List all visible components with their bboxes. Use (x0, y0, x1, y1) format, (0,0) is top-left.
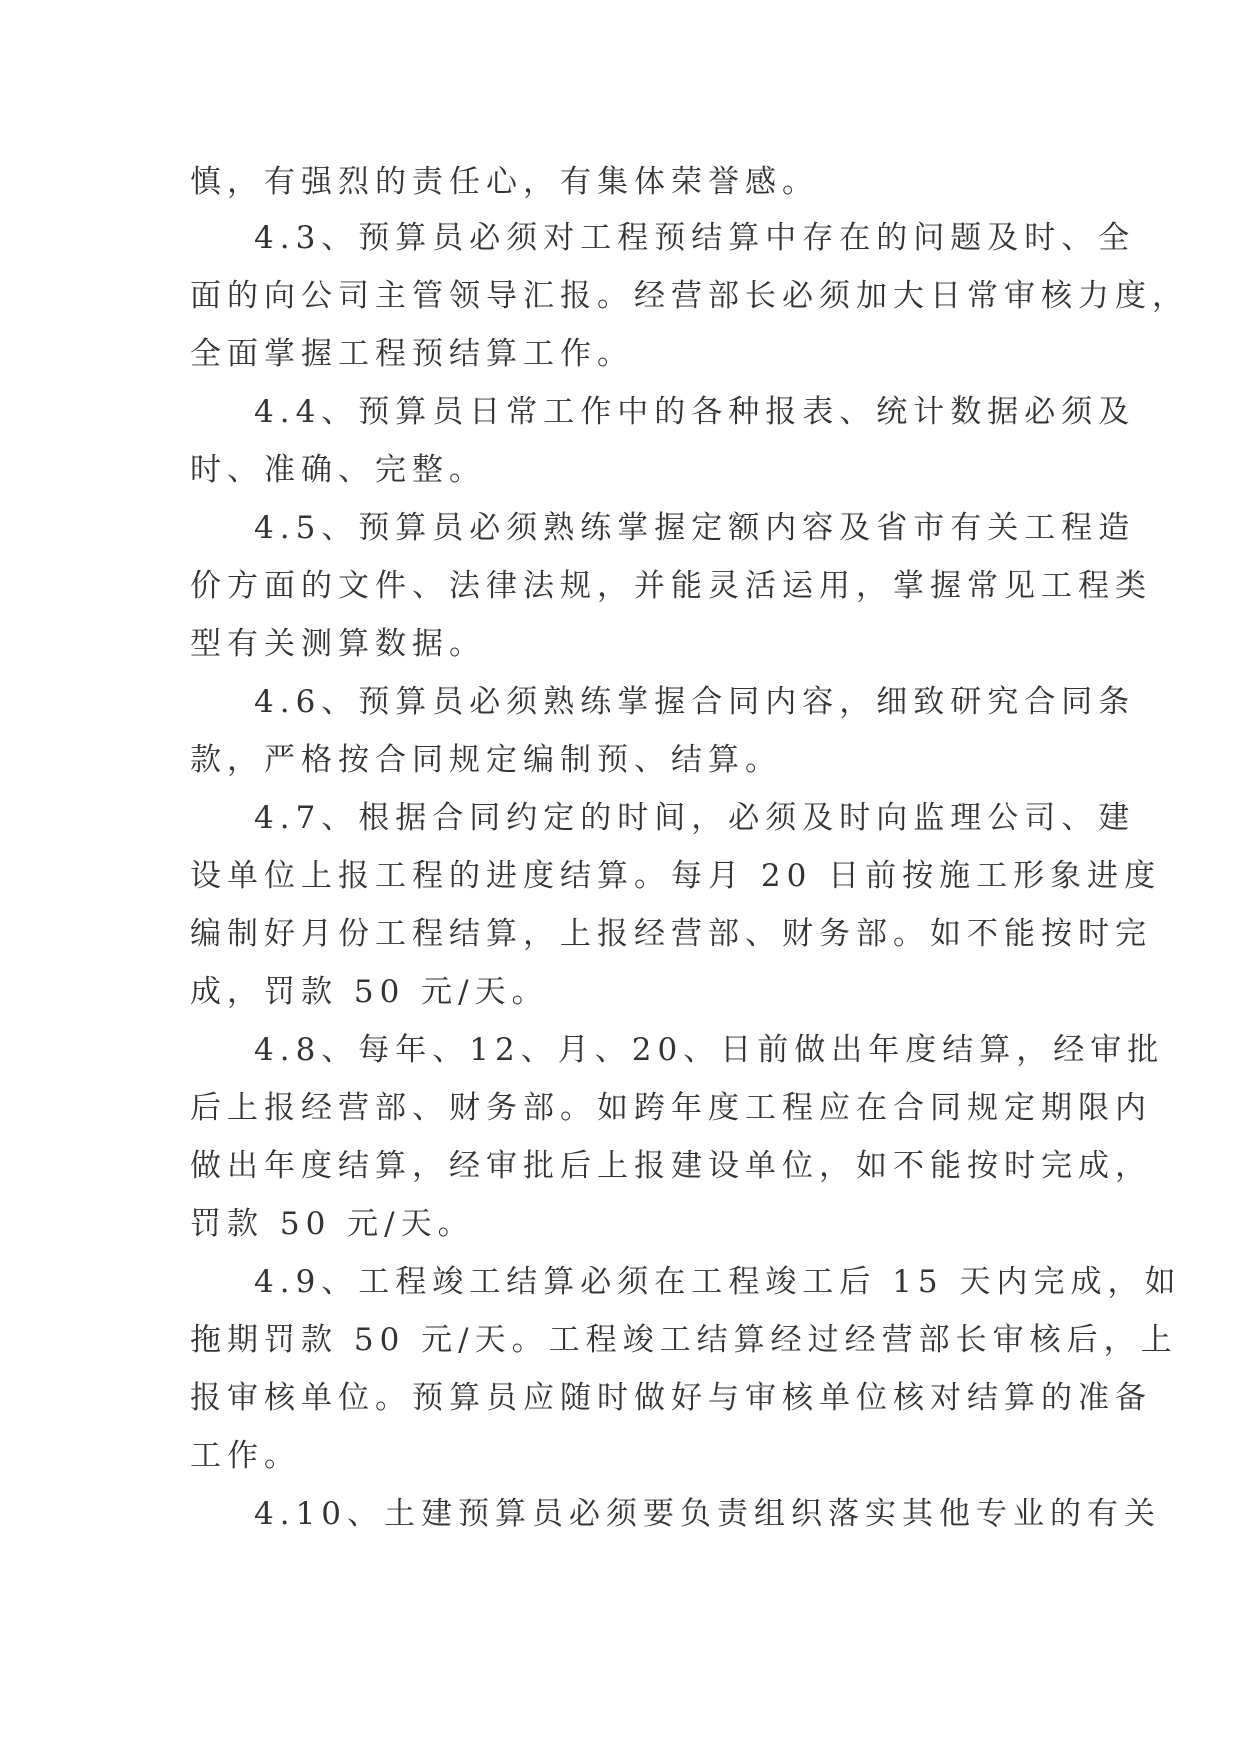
text-line: 款，严格按合同规定编制预、结算。 (190, 742, 782, 778)
paragraph-4-10-line: 4.10、土建预算员必须要负责组织落实其他专业的有关 (254, 1496, 1162, 1532)
paragraph-4-6-line: 4.6、预算员必须熟练掌握合同内容，细致研究合同条 (254, 684, 1136, 720)
text-line: 做出年度结算，经审批后上报建设单位，如不能按时完成， (190, 1148, 1152, 1184)
text-line: 型有关测算数据。 (190, 626, 486, 662)
paragraph-4-8-line: 4.8、每年、12、月、20、日前做出年度结算，经审批 (254, 1032, 1165, 1068)
text-line: 时、准确、完整。 (190, 452, 486, 488)
text-line: 面的向公司主管领导汇报。经营部长必须加大日常审核力度， (190, 278, 1189, 314)
text-line: 价方面的文件、法律法规，并能灵活运用，掌握常见工程类 (190, 568, 1152, 604)
text-line: 编制好月份工程结算，上报经营部、财务部。如不能按时完 (190, 916, 1152, 952)
paragraph-4-9-line: 4.9、工程竣工结算必须在工程竣工后 15 天内完成，如 (254, 1264, 1182, 1300)
paragraph-4-7-line: 4.7、根据合同约定的时间，必须及时向监理公司、建 (254, 800, 1136, 836)
text-line: 罚款 50 元/天。 (190, 1206, 475, 1242)
text-line: 全面掌握工程预结算工作。 (190, 336, 634, 372)
paragraph-4-4-line: 4.4、预算员日常工作中的各种报表、统计数据必须及 (254, 394, 1136, 430)
paragraph-4-3-line: 4.3、预算员必须对工程预结算中存在的问题及时、全 (254, 220, 1136, 256)
text-line: 报审核单位。预算员应随时做好与审核单位核对结算的准备 (190, 1380, 1152, 1416)
text-line: 后上报经营部、财务部。如跨年度工程应在合同规定期限内 (190, 1090, 1152, 1126)
text-line: 工作。 (190, 1438, 301, 1474)
text-line: 成，罚款 50 元/天。 (190, 974, 549, 1010)
paragraph-4-5-line: 4.5、预算员必须熟练掌握定额内容及省市有关工程造 (254, 510, 1136, 546)
text-line: 慎，有强烈的责任心，有集体荣誉感。 (190, 164, 819, 200)
text-line: 拖期罚款 50 元/天。工程竣工结算经过经营部长审核后，上 (190, 1322, 1178, 1358)
text-line: 设单位上报工程的进度结算。每月 20 日前按施工形象进度 (190, 858, 1162, 894)
